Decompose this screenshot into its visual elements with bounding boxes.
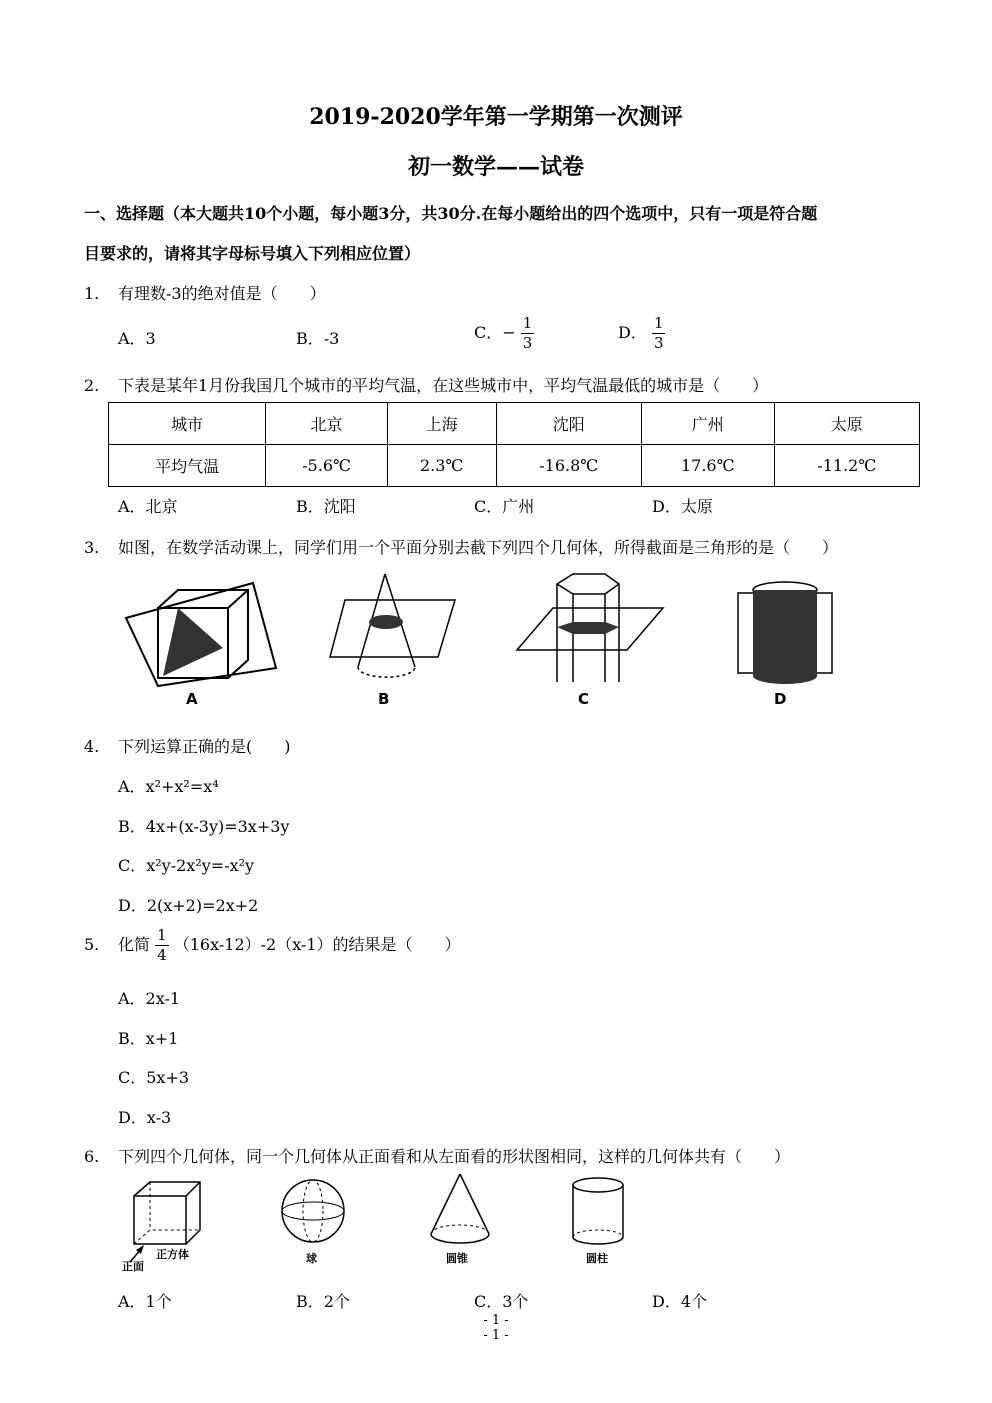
table-cell: 沈阳: [496, 403, 641, 445]
question-text: 如图，在数学活动课上，同学们用一个平面分别去截下列四个几何体，所得截面是三角形的是（ ）: [118, 538, 839, 557]
question-number: 6.: [84, 1147, 100, 1166]
table-cell: 太原: [774, 403, 919, 445]
denominator: 3: [653, 334, 664, 352]
table-cell: 2.3℃: [387, 445, 496, 487]
question-text: （16x-12）-2（x-1）的结果是（ ）: [173, 935, 461, 954]
numerator: 1: [157, 926, 167, 944]
front-label: 正面: [122, 1260, 144, 1273]
fraction: [652, 316, 666, 351]
question-3: [84, 535, 838, 558]
numerator: 1: [522, 314, 533, 332]
figure-label-b: B: [378, 690, 390, 708]
q6-option-d: D．4个: [652, 1292, 708, 1311]
question-number: 3.: [84, 538, 100, 557]
cone-figure: [425, 1172, 495, 1250]
q2-option-d: D．太原: [652, 497, 713, 516]
table-cell: 平均气温: [109, 445, 266, 487]
numerator: 1: [653, 314, 664, 332]
denominator: 4: [157, 946, 167, 964]
table-cell: -11.2℃: [774, 445, 919, 487]
q6-option-b: B．2个: [296, 1292, 350, 1311]
question-2: [84, 373, 768, 396]
q4-option-d: D．2(x+2)=2x+2: [118, 896, 259, 915]
figure-label-c: C: [578, 690, 590, 708]
section-heading-line1: 一、选择题（本大题共10个小题，每小题3分，共30分.在每小题给出的四个选项中，只有一项是符合题: [84, 204, 818, 223]
sphere-label: 球: [306, 1252, 317, 1265]
denominator: 3: [522, 334, 533, 352]
prism-section-figure: [515, 572, 665, 687]
q6-option-c: C．3个: [474, 1292, 529, 1311]
exam-subtitle: 初一数学——试卷: [407, 154, 584, 180]
cylinder-label: 圆柱: [586, 1252, 608, 1265]
question-text: 下列四个几何体，同一个几何体从正面看和从左面看的形状图相同，这样的几何体共有（ ）: [118, 1147, 791, 1166]
table-cell: 北京: [266, 403, 387, 445]
sphere-figure: [278, 1176, 348, 1246]
cylinder-section-figure: [735, 578, 835, 688]
q5-option-a: A．2x-1: [118, 989, 181, 1008]
q1-option-a: A．3: [118, 329, 156, 348]
question-5: [84, 928, 461, 963]
question-4: [84, 734, 291, 757]
q6-option-a: A．1个: [118, 1292, 172, 1311]
table-row: [109, 403, 920, 445]
option-label: C．−: [474, 323, 516, 342]
q1-option-c: [474, 316, 534, 351]
question-prefix: 化简: [118, 935, 151, 954]
question-number: 1.: [84, 284, 100, 303]
table-cell: 17.6℃: [641, 445, 774, 487]
option-label: D．: [618, 323, 647, 342]
table-cell: 广州: [641, 403, 774, 445]
temperature-table: [108, 402, 920, 487]
table-cell: 上海: [387, 403, 496, 445]
page-number: - 1 -: [483, 1313, 509, 1328]
question-text: 下列运算正确的是( ): [118, 737, 291, 756]
question-number: 2.: [84, 376, 100, 395]
cube-section-figure: [118, 568, 278, 713]
q4-option-a: A．x²+x²=x⁴: [118, 777, 219, 796]
question-number: 5.: [84, 935, 100, 954]
q4-option-c: C．x²y-2x²y=-x²y: [118, 856, 255, 875]
q5-option-b: B．x+1: [118, 1029, 179, 1048]
section-heading-line2: 目要求的，请将其字母标号填入下列相应位置）: [84, 244, 421, 263]
question-1: [84, 281, 326, 304]
question-text: 下表是某年1月份我国几个城市的平均气温，在这些城市中，平均气温最低的城市是（ ）: [118, 376, 769, 395]
q2-option-b: B．沈阳: [296, 497, 356, 516]
fraction: [521, 316, 535, 351]
table-cell: 城市: [109, 403, 266, 445]
cube-label: 正方体: [156, 1248, 189, 1261]
fraction: [155, 928, 169, 963]
table-row: [109, 445, 920, 487]
question-number: 4.: [84, 737, 100, 756]
question-6: [84, 1144, 790, 1167]
table-cell: -16.8℃: [496, 445, 641, 487]
q2-option-c: C．广州: [474, 497, 535, 516]
figure-label-a: A: [186, 690, 198, 708]
page-number-secondary: - 1 -: [483, 1328, 509, 1343]
question-text: 有理数-3的绝对值是（ ）: [118, 284, 326, 303]
cone-label: 圆锥: [446, 1252, 468, 1265]
q1-option-d: [618, 316, 665, 351]
cylinder-figure: [568, 1175, 628, 1250]
q2-option-a: A．北京: [118, 497, 178, 516]
cone-section-figure: [320, 572, 460, 687]
q4-option-b: B．4x+(x-3y)=3x+3y: [118, 817, 290, 836]
exam-title: 2019-2020学年第一学期第一次测评: [309, 104, 683, 130]
q5-option-d: D．x-3: [118, 1108, 172, 1127]
figure-label-d: D: [774, 690, 787, 708]
q1-option-b: B．-3: [296, 329, 340, 348]
q5-option-c: C．5x+3: [118, 1068, 190, 1087]
table-cell: -5.6℃: [266, 445, 387, 487]
